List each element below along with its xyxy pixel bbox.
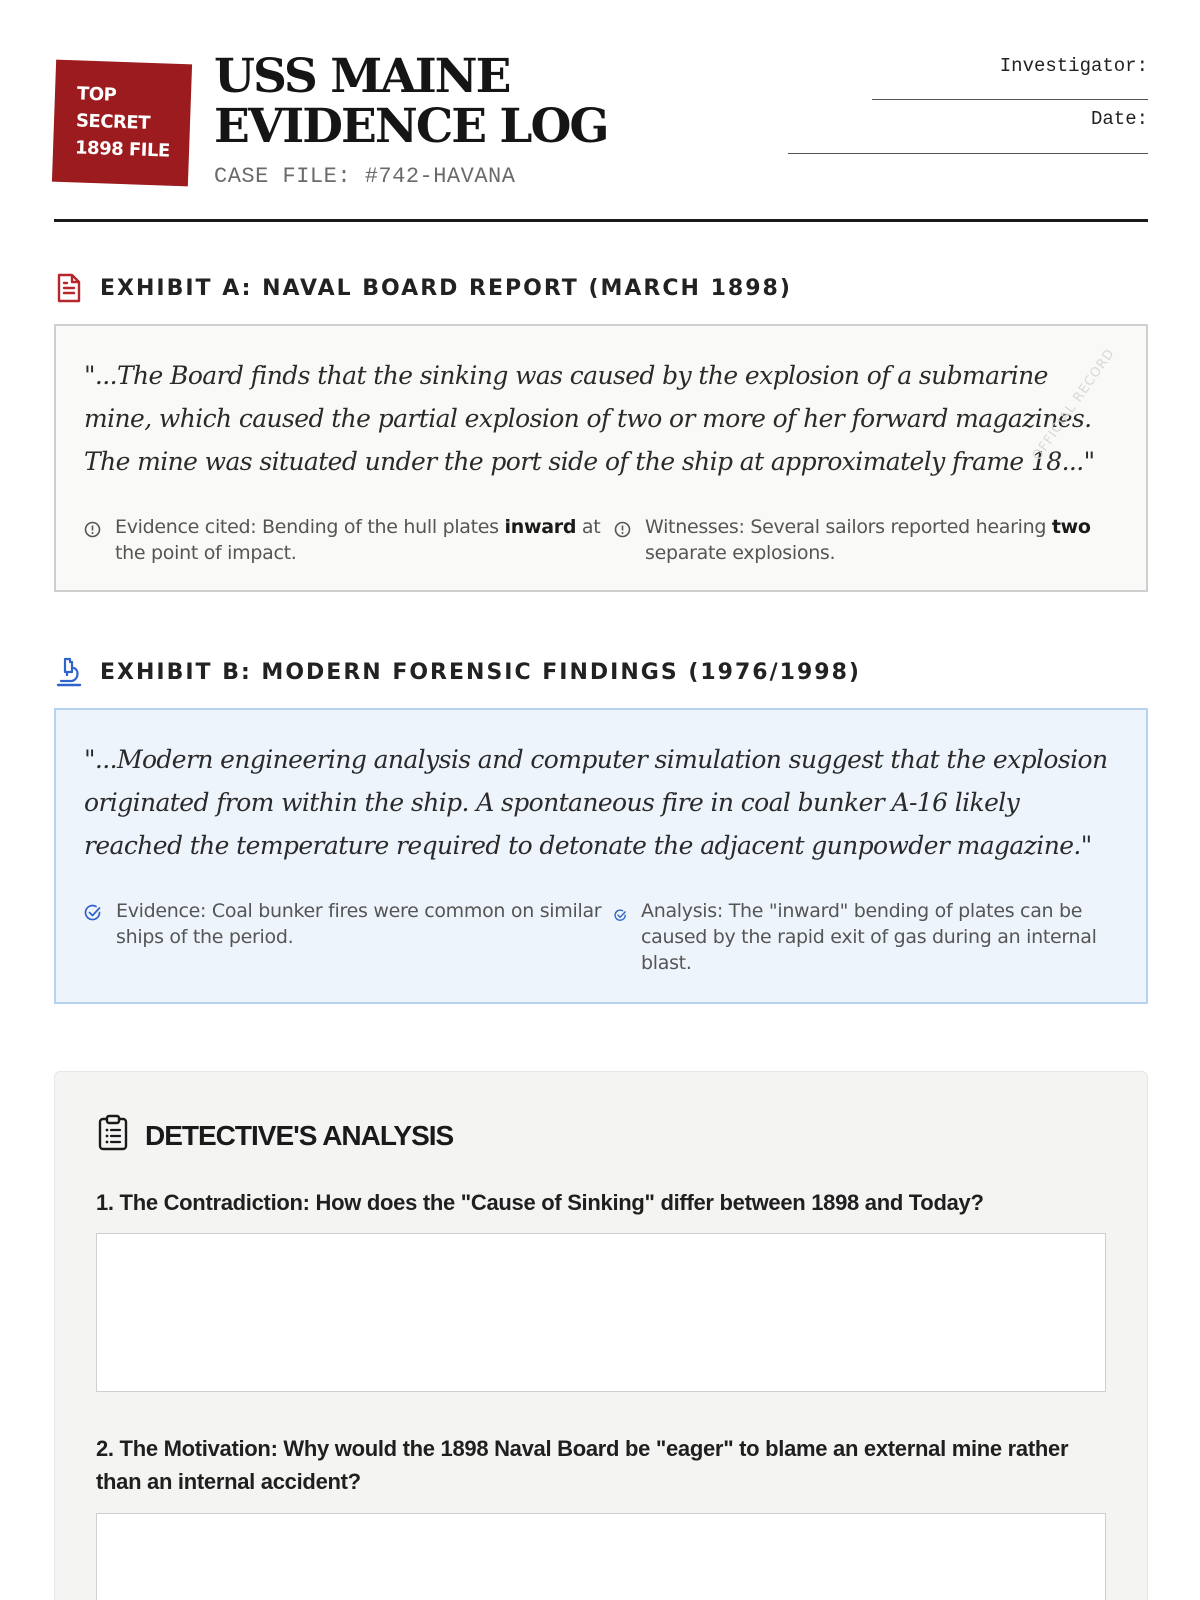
exhibit-b-note bbox=[84, 898, 614, 976]
exhibit-a-box bbox=[54, 324, 1148, 592]
check-circle-icon bbox=[614, 903, 627, 929]
stamp-line: SECRET bbox=[75, 110, 151, 134]
note-text: Witnesses: Several sailors reported hearing two separate explosions. bbox=[645, 516, 1091, 564]
page-header bbox=[54, 0, 1148, 222]
exhibit-b-box bbox=[54, 708, 1148, 1004]
investigator-field[interactable] bbox=[872, 99, 1148, 100]
analysis-heading bbox=[97, 1114, 453, 1157]
exhibit-a-title: EXHIBIT A: NAVAL BOARD REPORT (MARCH 1898) bbox=[100, 275, 792, 301]
page-title: USS MAINE EVIDENCE LOG bbox=[214, 49, 608, 154]
microscope-icon bbox=[54, 656, 84, 688]
evidence-log-page bbox=[54, 0, 1148, 1600]
exhibit-a-quote: "...The Board finds that the sinking was caused by the explosion of a submarine mine, which caused the partial explosion of two or more of her forward magazines. The mine was situated under the port side of the ship at approximately frame 18..." bbox=[84, 361, 1095, 476]
exhibit-b-note bbox=[614, 898, 1114, 976]
info-circle-icon bbox=[84, 519, 101, 545]
exhibit-b-title: EXHIBIT B: MODERN FORENSIC FINDINGS (1976/1998) bbox=[100, 659, 861, 685]
clipboard-icon bbox=[97, 1114, 129, 1157]
info-circle-icon bbox=[614, 519, 631, 545]
note-text: Analysis: The "inward" bending of plates can be caused by the rapid exit of gas during an internal blast. bbox=[641, 900, 1097, 974]
exhibit-b-heading bbox=[54, 655, 861, 689]
exhibit-b-notes bbox=[84, 898, 1118, 976]
stamp-line: 1898 FILE bbox=[74, 137, 171, 162]
case-file-number: CASE FILE: #742-HAVANA bbox=[214, 164, 516, 189]
analysis-title: DETECTIVE'S ANALYSIS bbox=[145, 1119, 454, 1151]
check-circle-icon bbox=[84, 903, 102, 929]
answer-box-1[interactable] bbox=[96, 1233, 1106, 1392]
exhibit-a-heading bbox=[54, 271, 792, 305]
exhibit-a-note bbox=[614, 514, 1114, 566]
answer-box-2[interactable] bbox=[96, 1513, 1106, 1600]
stamp-line: TOP bbox=[76, 83, 117, 106]
document-icon bbox=[54, 272, 84, 304]
exhibit-a-notes bbox=[84, 514, 1118, 566]
detectives-analysis-panel bbox=[54, 1071, 1148, 1600]
question-1: 1. The Contradiction: How does the "Cause of Sinking" differ between 1898 and Today? bbox=[96, 1190, 984, 1215]
exhibit-b-quote: "...Modern engineering analysis and computer simulation suggest that the explosion originated from within the ship. A spontaneous fire in coal bunker A-16 likely reached the temperature required to detonate the adjacent gunpowder magazine." bbox=[84, 745, 1108, 860]
investigator-label: Investigator: bbox=[999, 55, 1148, 77]
note-text: Evidence: Coal bunker fires were common on similar ships of the period. bbox=[116, 900, 602, 948]
official-record-watermark: OFFICIAL RECORD bbox=[1029, 346, 1119, 464]
exhibit-a-note bbox=[84, 514, 614, 566]
top-secret-stamp bbox=[52, 60, 192, 187]
note-text: Evidence cited: Bending of the hull plates inward at the point of impact. bbox=[115, 516, 601, 564]
date-label: Date: bbox=[1090, 108, 1148, 130]
question-2: 2. The Motivation: Why would the 1898 Naval Board be "eager" to blame an external mine rather than an internal accident? bbox=[96, 1436, 1069, 1494]
date-field[interactable] bbox=[788, 153, 1148, 154]
